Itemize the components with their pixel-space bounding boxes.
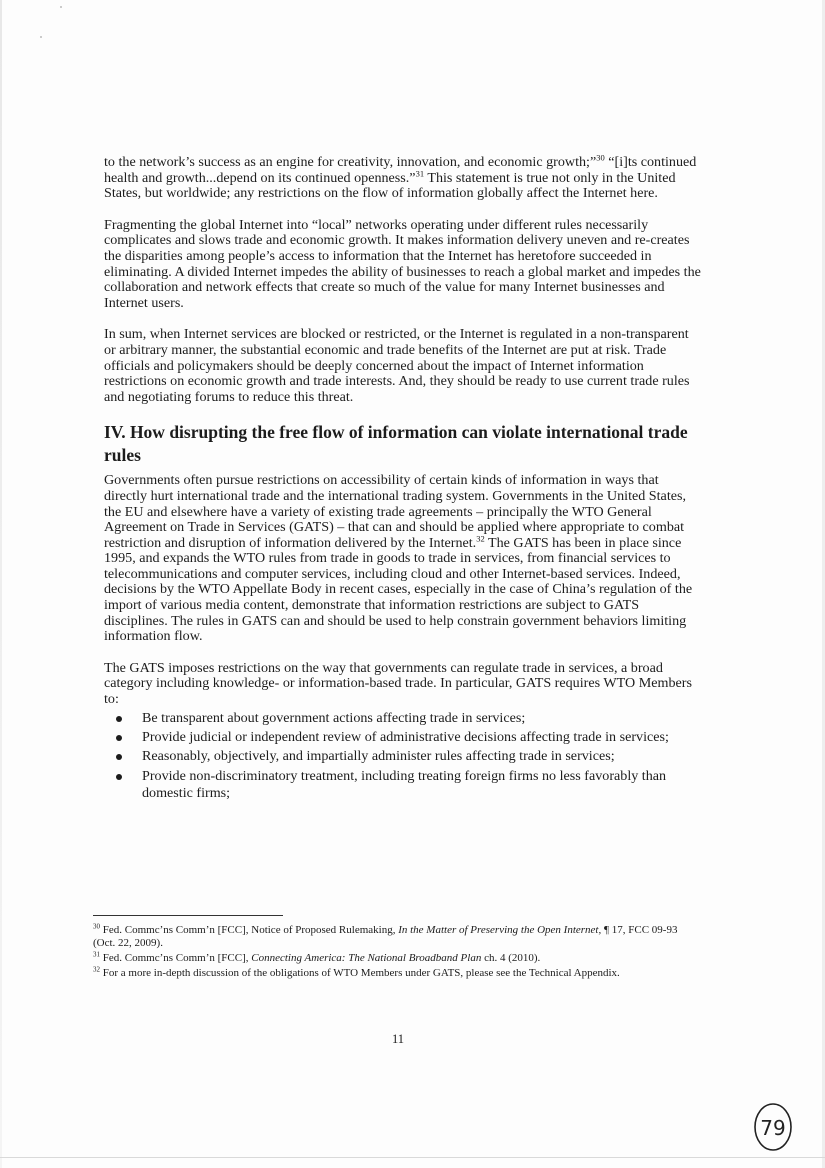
body-paragraph [104,218,702,312]
stamp-number: 79 [760,1116,786,1140]
list-item-text: Provide judicial or independent review of administrative decisions affecting trade in services; [142,729,669,746]
list-item [104,710,702,727]
page-number: 11 [392,1032,405,1046]
text-run: The GATS imposes restrictions on the way that governments can regulate trade in services, a broad category including knowledge- or information-based trade. In particular, GATS requires WTO Members to: [104,659,692,708]
list-item-text: Be transparent about government actions affecting trade in services; [142,709,526,726]
list-item-text: Provide non-discriminatory treatment, including treating foreign firms no less favorably than domestic firms; [142,767,667,802]
footnote-ref: 32 [476,533,485,543]
text-run: For a more in-depth discussion of the obligations of WTO Members under GATS, please see the Technical Appendix. [100,967,620,979]
list-item-text: Reasonably, objectively, and impartially administer rules affecting trade in services; [142,748,615,765]
bullet-icon [116,754,122,760]
italic-title: Connecting America: The National Broadband Plan [251,952,482,964]
scan-speck [40,36,42,38]
text-run: ch. 4 (2010). [481,952,541,964]
bullet-icon [116,716,122,722]
list-item [104,729,702,746]
footnote-ref: 31 [93,950,100,959]
text-run: ¶ 17, FCC 09-93 (Oct. 22, 2009). [93,924,678,949]
footnote-ref: 31 [415,167,425,178]
text-run: to the network’s success as an engine for creativity, innovation, and economic growth;” [104,154,597,170]
text-run: This statement is true not only in the United States, but worldwide; any restrictions on the flow of information globally affect the Internet here. [104,169,676,202]
body-paragraphs-top [104,152,702,405]
footnotes [93,924,698,982]
italic-title: In the Matter of Preserving the Open Internet, [398,924,602,936]
scan-speck [60,6,62,8]
body-paragraph [104,152,702,202]
bullet-icon [116,735,122,741]
text-run: The GATS has been in place since 1995, and expands the WTO rules from trade in goods to trade in services, from financial services to telecommunications and computer services, including cloud and other Internet-based services. Indeed, decisions by the WTO Appellate Body in recent cases, especially in the case of China’s regulation of the import of various media content, demonstrate that information restrictions are subject to GATS disciplines. The rules in GATS can and should be used to help constrain government behaviors limiting information flow. [104,534,693,645]
footnote-ref: 30 [93,922,100,931]
text-run: Fed. Commc’ns Comm’n [FCC], [100,952,252,964]
body-paragraph [104,473,702,645]
footnote [93,967,698,980]
footnote-separator [93,915,283,916]
section-heading: IV. How disrupting the free flow of information can violate international trade rules [104,422,688,466]
body-paragraphs-bottom [104,473,702,707]
body-paragraph [104,327,702,405]
footnote [93,924,698,950]
scan-edge-left [0,0,2,1168]
text-run: Governments often pursue restrictions on accessibility of certain kinds of information in ways that directly hurt international trade and the international trading system. Governments in the United States, the EU and elsewhere have a variety of existing trade agreements – principally the WTO General Agreement on Trade in Services (GATS) – that can and should be applied where appropriate to combat restriction and disruption of information delivered by the Internet. [104,472,686,551]
text-run: In sum, when Internet services are blocked or restricted, or the Internet is regulated in a non-transparent or arbitrary manner, the substantial economic and trade benefits of the Internet are put at risk. Trade officials and policymakers should be deeply concerned about the impact of Internet information restrictions on economic growth and trade interests. And, they should be ready to use current trade rules and negotiating forums to reduce this threat. [104,326,690,405]
list-item [104,768,702,803]
footnote-ref: 30 [596,152,605,163]
list-item [104,748,702,765]
text-run: Fragmenting the global Internet into “local” networks operating under different rules necessarily complicates and slows trade and economic growth. It makes information delivery uneven and re-creates the disparities among people’s access to information that the Internet has heretofore succeeded in eliminating. A divided Internet impedes the ability of businesses to reach a global market and impedes the collaboration and network effects that create so much of the value for many Internet businesses and Internet users. [104,216,701,311]
body-paragraph [104,661,702,708]
text-run: “[i]ts continued health and growth...depend on its continued openness.” [104,154,697,186]
footnote [93,952,698,965]
scan-edge-bottom [0,1157,825,1158]
obligations-bullet-list [104,710,702,803]
bullet-icon [116,774,122,780]
handwritten-page-stamp [753,1100,793,1152]
footnote-ref: 32 [93,965,100,974]
text-run: Fed. Commc’ns Comm’n [FCC], Notice of Proposed Rulemaking, [100,924,399,936]
main-content [104,152,702,805]
